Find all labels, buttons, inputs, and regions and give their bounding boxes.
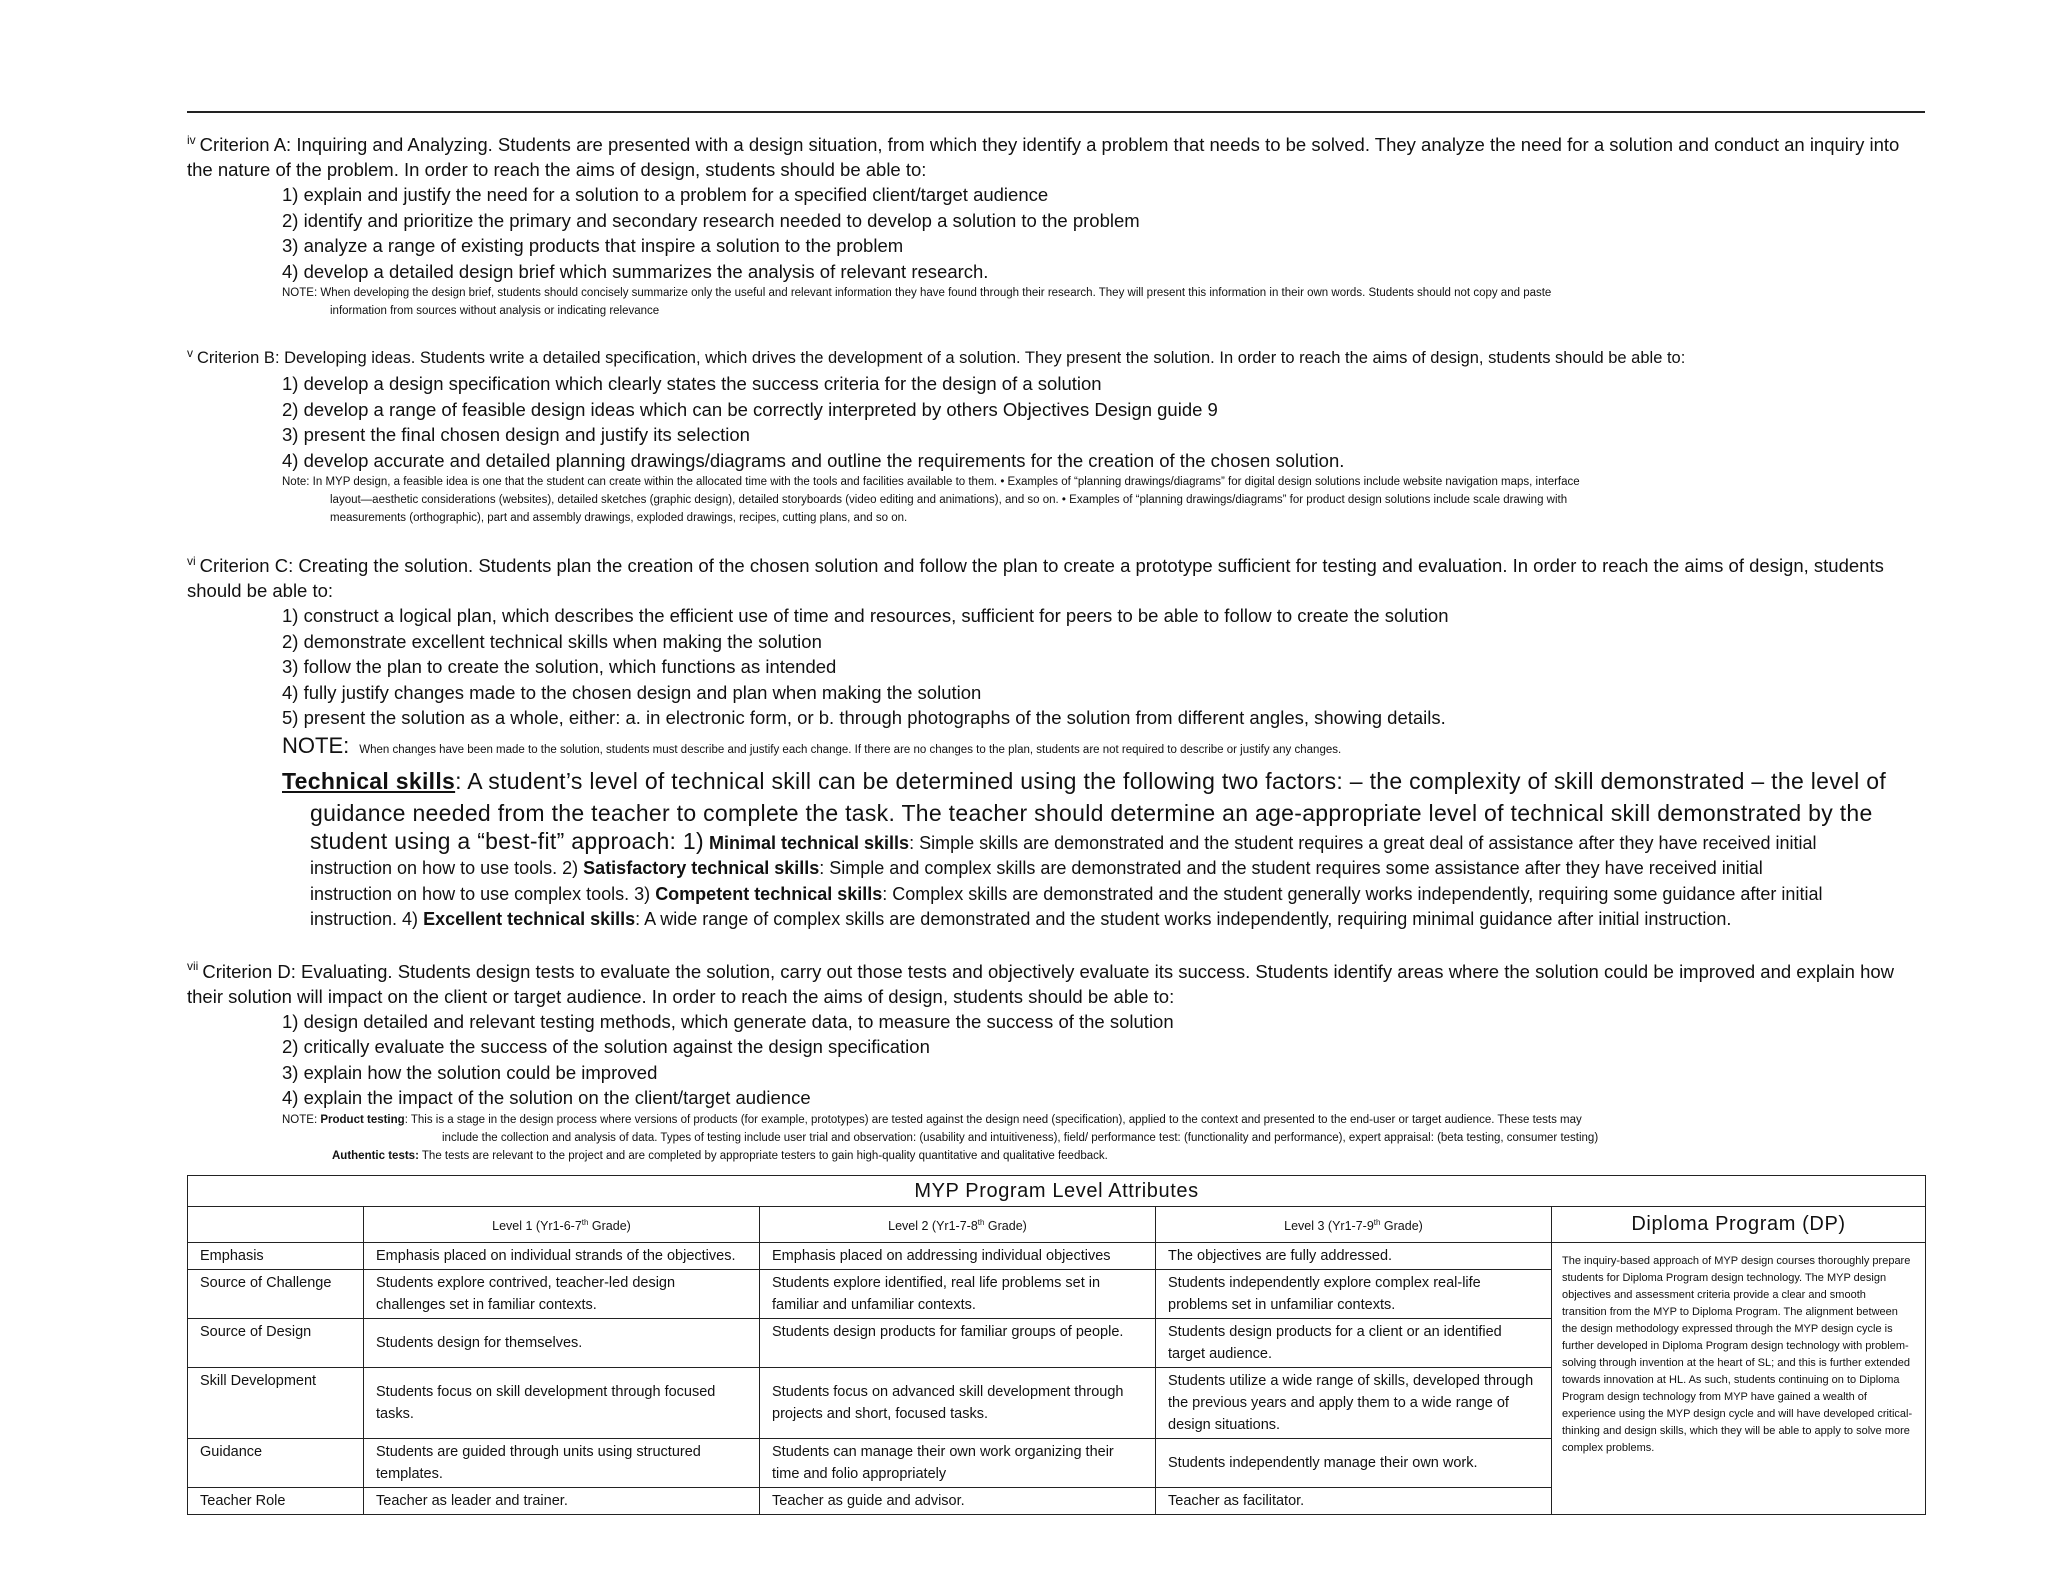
technical-skills-heading: Technical skills — [282, 767, 456, 794]
criterion-a-text: Criterion A: Inquiring and Analyzing. Students are presented with a design situation, from which they identify a problem that needs to be solved. They analyze the need for a solution and conduct an inquiry into the nature of the problem. In order to reach the aims of design, students should be able to: — [187, 134, 1900, 180]
column-header-level-1 — [364, 1207, 760, 1243]
header-text: Grade) — [588, 1219, 631, 1234]
row-label: Skill Development — [188, 1368, 364, 1439]
minimal-skills-text: : Simple skills are demonstrated and the student requires a great deal of assistance after they have received initial — [909, 832, 1817, 853]
endnote-marker: vi — [187, 553, 196, 568]
list-item: 2) demonstrate excellent technical skills when making the solution — [282, 630, 822, 652]
technical-skills-text: instruction on how to use tools. 2) — [310, 858, 579, 878]
table-cell: Emphasis placed on addressing individual objectives — [760, 1243, 1156, 1270]
header-sup: th — [1373, 1218, 1381, 1227]
column-header-diploma: Diploma Program (DP) — [1552, 1207, 1926, 1243]
list-item: 1) construct a logical plan, which describes the efficient use of time and resources, sufficient for peers to be able to follow to create the solution — [282, 605, 1449, 626]
criterion-c-section — [187, 553, 1927, 933]
technical-skills-text: student using a “best-fit” approach: 1) — [310, 827, 704, 854]
excellent-skills-label: Excellent technical skills — [423, 909, 636, 929]
list-item: 1) explain and justify the need for a solution to a problem for a specified client/target audience — [282, 184, 1049, 205]
criterion-c-note — [187, 731, 1927, 765]
row-label: Guidance — [188, 1439, 364, 1488]
header-text: Grade) — [984, 1219, 1027, 1234]
technical-skills-line — [282, 882, 1927, 908]
note-text: : This is a stage in the design process where versions of products (for example, prototypes) are tested against the design need (specification), applied to the context and presented to the end-user or target audience. These tests may — [404, 1113, 1582, 1126]
technical-skills-line — [282, 765, 1927, 797]
list-item: 3) follow the plan to create the solution, which functions as intended — [282, 656, 837, 677]
table-cell: Teacher as leader and trainer. — [364, 1488, 760, 1515]
technical-skills-text: guidance needed from the teacher to complete the task. The teacher should determine an age-appropriate level of technical skill demonstrated by the — [310, 799, 1873, 826]
table-cell: Students independently explore complex real-life problems set in unfamiliar contexts. — [1156, 1270, 1552, 1319]
note-text: Note: In MYP design, a feasible idea is one that the student can create within the allocated time with the tools and facilities available to them. • Examples of “planning drawings/diagrams” for digital design solutions include website navigation maps, interface — [282, 476, 1580, 488]
table-caption: MYP Program Level Attributes — [188, 1176, 1926, 1207]
list-item: 1) design detailed and relevant testing methods, which generate data, to measure the success of the solution — [282, 1010, 1174, 1032]
criterion-a-note — [187, 284, 1927, 320]
table-header-row — [188, 1207, 1926, 1243]
table-caption-row — [188, 1176, 1926, 1207]
column-header-level-3 — [1156, 1207, 1552, 1243]
note-label: NOTE: — [282, 732, 350, 758]
list-item: 5) present the solution as a whole, either: a. in electronic form, or b. through photographs of the solution from different angles, showing details. — [282, 707, 1446, 728]
satisfactory-skills-text: : Simple and complex skills are demonstrated and the student requires some assistance after they have received initial — [819, 858, 1763, 878]
myp-attributes-table — [187, 1175, 1926, 1515]
column-header-level-2 — [760, 1207, 1156, 1243]
header-text: Level 2 (Yr1-7-8 — [888, 1219, 978, 1234]
list-item: 2) identify and prioritize the primary and secondary research needed to develop a solution to the problem — [282, 209, 1140, 231]
list-item: 4) fully justify changes made to the chosen design and plan when making the solution — [282, 681, 982, 703]
table-cell: Students explore identified, real life problems set in familiar and unfamiliar contexts. — [760, 1270, 1156, 1319]
header-text: Level 1 (Yr1-6-7 — [492, 1219, 582, 1234]
list-item: 2) develop a range of feasible design ideas which can be correctly interpreted by others Objectives Design guide 9 — [282, 398, 1218, 420]
document-body — [187, 132, 1927, 1165]
product-testing-label: Product testing — [320, 1113, 405, 1126]
row-label: Source of Design — [188, 1319, 364, 1368]
note-text: measurements (orthographic), part and assembly drawings, exploded drawings, recipes, cutting plans, and so on. — [330, 512, 908, 524]
criterion-c-text: Criterion C: Creating the solution. Students plan the creation of the chosen solution and follow the plan to create a prototype sufficient for testing and evaluation. In order to reach the aims of design, students should be able to: — [187, 555, 1884, 601]
excellent-skills-text: : A wide range of complex skills are demonstrated and the student works independently, requiring minimal guidance after initial instruction. — [635, 909, 1732, 929]
note-text: include the collection and analysis of data. Types of testing include user trial and observation: (usability and intuitiveness), field/ performance test: (functionality and performance), expert appraisal: (beta testing, consumer testing) — [442, 1131, 1599, 1144]
satisfactory-skills-label: Satisfactory technical skills — [583, 858, 820, 878]
note-text: When changes have been made to the solution, students must describe and justify each change. If there are no changes to the plan, students are not required to describe or justify any changes. — [359, 743, 1342, 756]
table-cell: The objectives are fully addressed. — [1156, 1243, 1552, 1270]
row-label: Source of Challenge — [188, 1270, 364, 1319]
table-cell: Students are guided through units using structured templates. — [364, 1439, 760, 1488]
criterion-b-section — [187, 346, 1927, 527]
criterion-b-text: Criterion B: Developing ideas. Students write a detailed specification, which drives the development of a solution. They present the solution. In order to reach the aims of design, students should be able to: — [197, 349, 1686, 367]
endnote-marker: v — [187, 345, 193, 360]
technical-skills-text: : A student’s level of technical skill can be determined using the following two factors: – the complexity of skill demonstrated – the level of — [455, 767, 1887, 794]
criterion-a-section — [187, 132, 1927, 320]
list-item: 4) develop accurate and detailed planning drawings/diagrams and outline the requirements for the creation of the chosen solution. — [282, 449, 1345, 471]
header-sup: th — [977, 1218, 985, 1227]
note-label: NOTE: — [282, 1113, 321, 1126]
row-label: Teacher Role — [188, 1488, 364, 1515]
technical-skills-line — [282, 856, 1927, 882]
table-cell: Students independently manage their own work. — [1156, 1439, 1552, 1488]
note-text: NOTE: When developing the design brief, students should concisely summarize only the useful and relevant information they have found through their research. They will present this information in their own words. Students should not copy and paste — [282, 287, 1552, 299]
list-item: 1) develop a design specification which clearly states the success criteria for the design of a solution — [282, 373, 1102, 394]
table-cell: Teacher as facilitator. — [1156, 1488, 1552, 1515]
table-cell: Students design products for a client or an identified target audience. — [1156, 1319, 1552, 1368]
table-cell: Students utilize a wide range of skills, developed through the previous years and apply them to a wide range of design situations. — [1156, 1368, 1552, 1439]
table-cell: Emphasis placed on individual strands of the objectives. — [364, 1243, 760, 1270]
note-text: The tests are relevant to the project and are completed by appropriate testers to gain high-quality quantitative and qualitative feedback. — [418, 1149, 1108, 1162]
competent-skills-text: : Complex skills are demonstrated and the student generally works independently, requiring some guidance after initial — [882, 883, 1823, 904]
technical-skills-line — [282, 907, 1927, 933]
technical-skills-block — [187, 765, 1927, 933]
table-row — [188, 1243, 1926, 1270]
header-empty-cell — [188, 1207, 364, 1243]
criterion-d-intro — [187, 959, 1927, 1009]
list-item: 2) critically evaluate the success of the solution against the design specification — [282, 1036, 930, 1057]
criterion-d-note — [187, 1111, 1927, 1165]
table-cell: Students focus on advanced skill development through projects and short, focused tasks. — [760, 1368, 1156, 1439]
minimal-skills-label: Minimal technical skills — [708, 832, 910, 853]
list-item: 3) present the final chosen design and justify its selection — [282, 424, 750, 445]
endnote-marker: iv — [187, 132, 196, 147]
criterion-a-intro — [187, 132, 1927, 182]
criterion-c-intro — [187, 553, 1927, 603]
table-cell: Students focus on skill development through focused tasks. — [364, 1368, 760, 1439]
note-text: layout—aesthetic considerations (websites), detailed sketches (graphic design), detailed storyboards (video editing and animations), and so on. • Examples of “planning drawings/diagrams” for product design solutions include scale drawing with — [330, 494, 1568, 506]
criterion-b-note — [187, 473, 1927, 527]
note-text: information from sources without analysis or indicating relevance — [330, 305, 660, 317]
table-cell: Students explore contrived, teacher-led design challenges set in familiar contexts. — [364, 1270, 760, 1319]
technical-skills-text: instruction on how to use complex tools. 3) — [310, 883, 651, 904]
criterion-d-section — [187, 959, 1927, 1165]
criterion-d-text: Criterion D: Evaluating. Students design tests to evaluate the solution, carry out those tests and objectively evaluate its success. Students identify areas where the solution could be improved and explain how their solution will impact on the client or target audience. In order to reach the aims of design, students should be able to: — [187, 960, 1895, 1007]
table-cell: Students design products for familiar groups of people. — [760, 1319, 1156, 1368]
list-item: 3) explain how the solution could be improved — [282, 1061, 658, 1083]
endnote-marker: vii — [187, 959, 199, 974]
list-item: 3) analyze a range of existing products that inspire a solution to the problem — [282, 235, 904, 256]
criterion-b-intro — [187, 346, 1927, 371]
top-rule — [187, 111, 1925, 113]
list-item: 4) develop a detailed design brief which summarizes the analysis of relevant research. — [282, 260, 989, 282]
table-cell: Students can manage their own work organizing their time and folio appropriately — [760, 1439, 1156, 1488]
row-label: Emphasis — [188, 1243, 364, 1270]
list-item: 4) explain the impact of the solution on the client/target audience — [282, 1087, 811, 1108]
technical-skills-line — [282, 829, 1927, 857]
header-text: Level 3 (Yr1-7-9 — [1284, 1219, 1374, 1234]
diploma-program-description: The inquiry-based approach of MYP design courses thoroughly prepare students for Diploma Program design technology. The MYP design objectives and assessment criteria provide a clear and smooth transition from the MYP to Diploma Program. The alignment between the design methodology expressed through the MYP design cycle is further developed in Diploma Program design technology with problem-solving through invention at the heart of SL; and this is further extended towards innovation at HL. As such, students continuing on to Diploma Program design technology from MYP have gained a wealth of experience using the MYP design cycle and will have developed critical-thinking and design skills, which they will be able to apply to solve more complex problems. — [1552, 1243, 1926, 1515]
table-cell: Teacher as guide and advisor. — [760, 1488, 1156, 1515]
header-sup: th — [581, 1218, 589, 1227]
competent-skills-label: Competent technical skills — [655, 883, 883, 904]
authentic-tests-label: Authentic tests: — [332, 1149, 419, 1162]
header-text: Grade) — [1380, 1219, 1423, 1234]
table-cell: Students design for themselves. — [364, 1319, 760, 1368]
technical-skills-text: instruction. 4) — [310, 909, 419, 929]
